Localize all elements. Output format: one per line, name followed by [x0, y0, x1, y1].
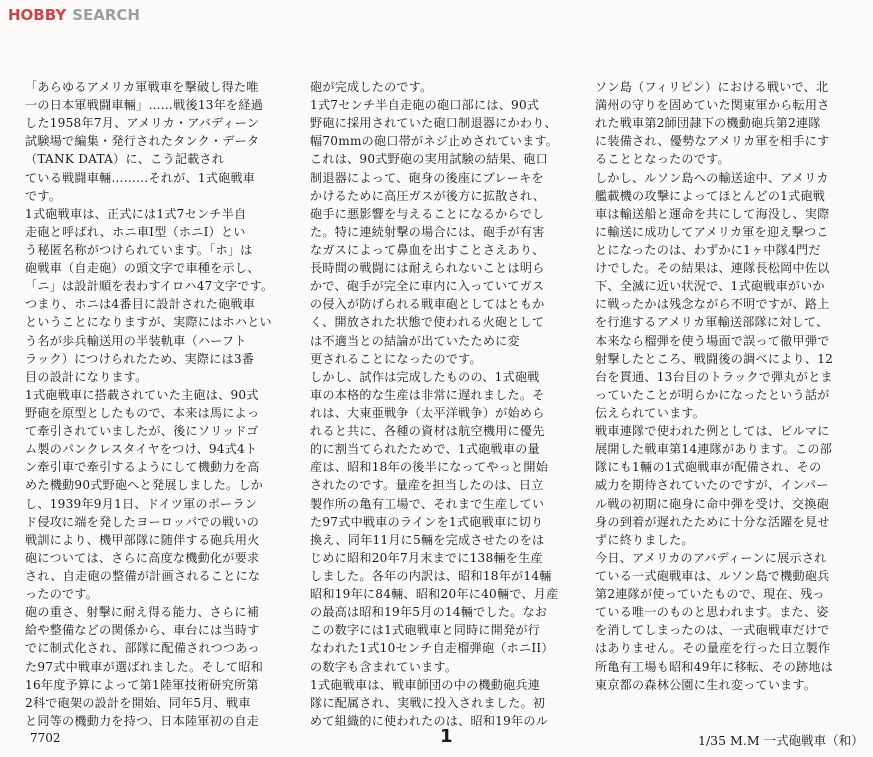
footer-title: 1/35 M.M 一式砲戦車（和） [698, 733, 864, 748]
text-line: めて組織的に使われたのは、昭和19年のル [310, 713, 549, 728]
text-line: 「あらゆるアメリカ軍戦車を撃破し得た唯 [25, 80, 259, 94]
text-line: 一の日本軍戦闘車輛」……戦後13年を経過 [25, 98, 264, 113]
text-line: 1式砲戦車に搭載されていた主砲は、90式 [25, 387, 259, 402]
text-line: 展開した戦車第14連隊があります。この部 [595, 442, 833, 457]
text-line: 1式砲戦車は、戦車師団の中の機動砲兵連 [310, 677, 541, 692]
text-line: ル戦の初期に砲身に命中弾を受け、交換砲 [595, 496, 830, 511]
text-line: 試験場で編集・発行されたタンク・データ [25, 134, 260, 149]
text-line: は不適当との結論が出ていたために変 [310, 333, 520, 348]
text-line: 今日、アメリカのアバディーンに展示され [595, 550, 827, 565]
text-line: 給や整備などの関係から、車台には当時す [25, 623, 260, 638]
text-line: かで、砲手が完全に車内に入っていてガス [310, 279, 545, 294]
text-line: く、開放された状態で使われる火砲として [310, 315, 545, 330]
text-line: 隊に配属され、実戦に投入されました。初 [310, 695, 546, 710]
text-line: 的に割当てられたためで、1式砲戦車の量 [310, 442, 540, 457]
text-line: た97式中戦車が選ばれました。そして昭和 [25, 659, 264, 674]
text-line: ている戦闘車輛………それが、1式砲戦車 [25, 170, 256, 185]
text-line: ラック）につけられたため、実際には3番 [25, 351, 255, 366]
text-line: なわれた1式10センチ自走榴弾砲（ホニII） [310, 641, 554, 656]
text-line: ド侵攻に端を発したヨーロッパでの戦いの [25, 514, 260, 529]
text-line: に輸送に成功してアメリカ軍を迎え撃つこ [595, 224, 829, 239]
text-line: 長時間の戦闘には耐えられないことは明ら [310, 261, 545, 276]
text-line: 本来なら榴弾を使う場面で誤って徹甲弾で [595, 333, 830, 348]
text-line: この数字には1式砲戦車と同時に開発が行 [310, 623, 541, 638]
text-line: に戦ったかは残念ながら不明ですが、路上 [595, 297, 830, 312]
text-line: めた機動90式野砲へと発展しました。しか [25, 478, 264, 493]
text-column-2 [310, 78, 584, 730]
text-line: 砲手に悪影響を与えることになるからでし [310, 206, 545, 221]
text-line: の侵入が防げられる戦車砲としてはともか [310, 297, 545, 312]
text-line: 伝えられています。 [595, 405, 706, 420]
text-line: れは、大東亜戦争（太平洋戦争）が始めら [310, 405, 545, 420]
text-line: 艦載機の攻撃によってほとんどの1式砲戦 [595, 188, 826, 203]
text-line: ったのです。 [25, 587, 99, 602]
text-line: 1式7センチ半自走砲の砲口部には、90式 [310, 98, 540, 113]
text-line: これは、90式野砲の実用試験の結果、砲口 [310, 152, 549, 167]
text-line: の数字も含まれています。 [310, 659, 458, 674]
text-line: はありません。その量産を行った日立製作 [595, 641, 831, 656]
text-line: 砲の重さ、射撃に耐え得る能力、さらに補 [25, 605, 260, 620]
text-line: ることとなったのです。 [595, 152, 730, 167]
text-column-3 [595, 78, 863, 694]
text-line: 2科で砲架の設計を開始、同年5月、戦車 [25, 695, 251, 710]
text-line: と同等の機動力を持つ、日本陸軍初の自走 [25, 713, 260, 728]
text-line: 16年度予算によって第1陸軍技術研究所第 [25, 677, 259, 692]
text-line: 目の設計になります。 [25, 369, 148, 384]
text-line: ている一式砲戦車は、ルソン島で機動砲兵 [595, 568, 830, 583]
text-line: ム製のパンクレスタイヤをつけ、94式4ト [25, 442, 258, 457]
text-line: 野砲を原型としたもので、本来は馬によっ [25, 405, 260, 420]
text-line: 走砲と呼ばれ、ホニ車I型（ホニI）とい [25, 224, 246, 239]
page-number: 1 [440, 726, 453, 747]
text-line: 身の到着が遅れたために十分な活躍を見せ [595, 514, 830, 529]
text-line: （TANK DATA）に、こう記載され [25, 152, 225, 167]
text-line: 野砲に採用されていた砲口制退器にかわり、 [310, 116, 557, 131]
text-line: 東京都の森林公園に生れ変っています。 [595, 677, 817, 692]
text-line: 満州の守りを固めていた関東軍から転用さ [595, 98, 830, 113]
text-line: されたのです。量産を担当したのは、日立 [310, 478, 544, 493]
text-line: う名が歩兵輸送用の半装軌車（ハーフト [25, 333, 247, 348]
text-line: じめに昭和20年7月末までに138輛を生産 [310, 550, 543, 565]
text-line: た。特に連続射撃の場合には、砲手が有害 [310, 224, 545, 239]
text-line: かけるために高圧ガスが後方に拡散され、 [310, 188, 546, 203]
text-line: 1式砲戦車は、正式には1式7センチ半自 [25, 206, 247, 221]
product-code: 7702 [30, 731, 61, 745]
text-line: でに制式化され、部隊に配備されつつあっ [25, 641, 260, 656]
text-line: しました。各年の内訳は、昭和18年が14輛 [310, 568, 552, 583]
text-line: 昭和19年に84輛、昭和20年に40輛で、月産 [310, 587, 559, 602]
text-line: 砲が完成したのです。 [310, 80, 433, 94]
text-line: され、自走砲の整備が計画されることにな [25, 568, 261, 583]
text-line: 砲戦車（自走砲）の頭文字で車種を示し、 [25, 261, 260, 276]
text-line: 戦訓により、機甲部隊に随伴する砲兵用火 [25, 532, 260, 547]
text-line: つまり、ホニは4番目に設計された砲戦車 [25, 297, 256, 312]
text-line: 車の本格的な生産は非常に遅れました。そ [310, 387, 545, 402]
text-line: けでした。その結果は、連隊長松岡中佐以 [595, 261, 830, 276]
text-line: です。 [25, 188, 62, 203]
text-line: 威力を期待されていたのですが、インパー [595, 478, 829, 493]
text-line: の最高は昭和19年5月の14輛でした。なお [310, 605, 548, 620]
text-line: ということになりますが、実際にはホハとい [25, 315, 272, 330]
text-line: 制退器によって、砲身の後座にブレーキを [310, 170, 544, 185]
text-line: しかし、試作は完成したものの、1式砲戦 [310, 369, 540, 384]
text-line: っていたことが明らかになったという話が [595, 387, 830, 402]
text-line: 更されることになったのです。 [310, 351, 482, 366]
text-line: 産は、昭和18年の後半になってやっと開始 [310, 460, 549, 475]
hobbysearch-logo[interactable] [8, 6, 140, 24]
text-line: した1958年7月、アメリカ・アバディーン [25, 116, 260, 131]
text-line: 戦車連隊で使われた例としては、ビルマに [595, 424, 830, 439]
text-line: 下、全滅に近い状況で、1式砲戦車がいか [595, 279, 825, 294]
text-line: 車は輸送船と運命を共にして海没し、実際 [595, 206, 830, 221]
text-line: 射撃したところ、戦闘後の調べにより、12 [595, 351, 834, 366]
logo-search-text: SEARCH [72, 6, 140, 24]
text-line: ている唯一のものと思われます。また、姿 [595, 605, 829, 620]
text-line: う秘匿名称がつけられています。「ホ」は [25, 242, 253, 257]
text-line: 幅70mmの砲口帯がネジ止めされています。 [310, 134, 559, 149]
text-column-1 [25, 78, 299, 730]
text-line: 隊にも1輛の1式砲戦車が配備され、その [595, 460, 822, 475]
text-line: 台を貫通、13台目のトラックで弾丸がとま [595, 369, 833, 384]
text-line: を消してしまったのは、一式砲戦車だけで [595, 623, 830, 638]
text-line: ずに終りました。 [595, 532, 694, 547]
text-line: 製作所の亀有工場で、それまで生産してい [310, 496, 545, 511]
text-line: しかし、ルソン島への輸送途中、アメリカ [595, 170, 829, 185]
text-line: 所亀有工場も昭和49年に移転、その跡地は [595, 659, 834, 674]
text-line: し、1939年9月1日、ドイツ軍のポーラン [25, 496, 258, 511]
text-line: て牽引されていましたが、後にソリッドゴ [25, 424, 259, 439]
text-line: た97式中戦車のラインを1式砲戦車に切り [310, 514, 544, 529]
text-line: ソン島（フィリピン）における戦いで、北 [595, 80, 829, 94]
text-line: に装備され、優勢なアメリカ軍を相手にす [595, 134, 830, 149]
text-line: とになったのは、わずかに1ヶ中隊4門だ [595, 242, 821, 257]
text-line: なガスによって鼻血を出すことさえあり、 [310, 242, 545, 257]
text-line: 砲については、さらに高度な機動化が要求 [25, 550, 260, 565]
text-line: 第2連隊が使っていたもので、現在、残っ [595, 587, 825, 602]
text-line: ン牽引車で牽引するようにして機動力を高 [25, 460, 260, 475]
text-line: 換え、同年11月に5輛を完成させたのをは [310, 532, 545, 547]
logo-hobby-text: HOBBY [8, 6, 67, 24]
text-line: れると共に、各種の資材は航空機用に優先 [310, 424, 545, 439]
text-line: れた戦車第2師団隷下の機動砲兵第2連隊 [595, 116, 821, 131]
text-line: を行進するアメリカ軍輸送部隊に対して、 [595, 315, 829, 330]
text-line: 「ニ」は設計順を表わすイロハ47文字です。 [25, 279, 274, 294]
